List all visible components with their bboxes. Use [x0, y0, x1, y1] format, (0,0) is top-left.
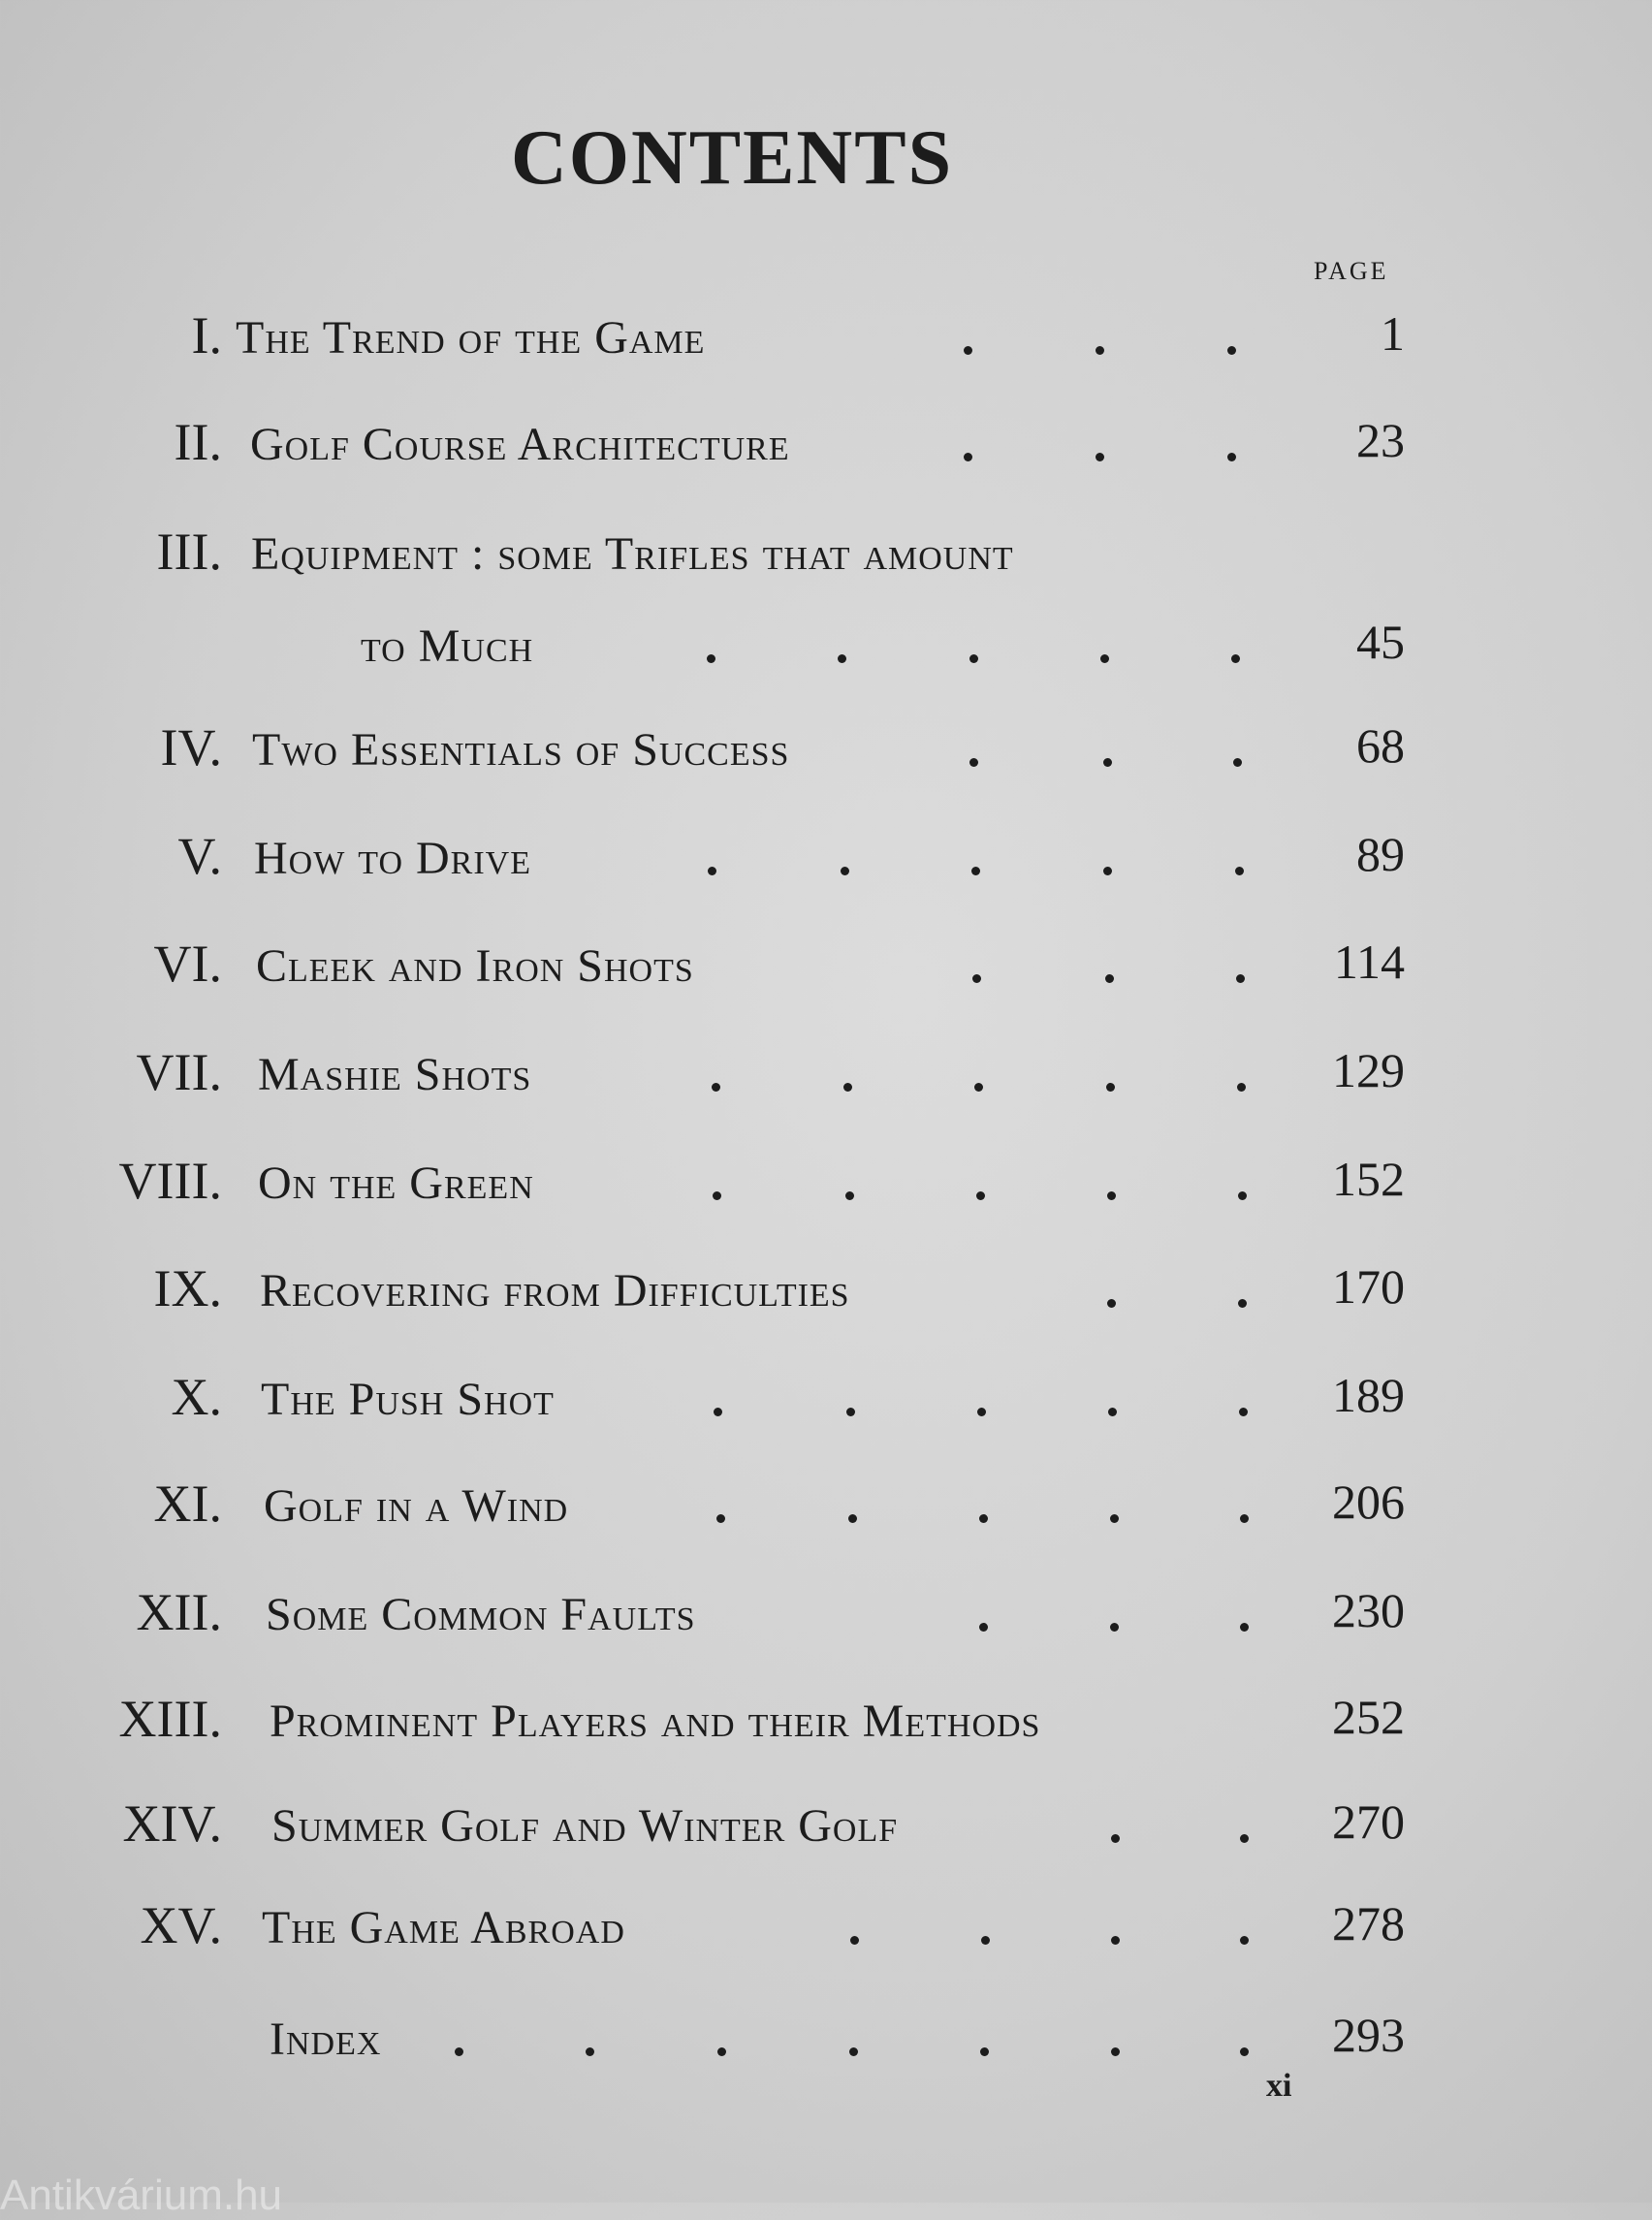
page-number: 68 [1356, 718, 1405, 773]
leader-dot [1240, 1623, 1249, 1632]
leader-dot [1240, 1936, 1249, 1945]
leader-dot [841, 867, 849, 875]
chapter-number: X. [171, 1368, 222, 1426]
chapter-number: IV. [160, 718, 222, 777]
leader-dot [713, 1191, 721, 1200]
watermark: Antikvárium.hu [0, 2172, 283, 2219]
leader-dot [845, 1191, 854, 1200]
leader-dot [1240, 1514, 1249, 1523]
index-title: Index [270, 2014, 382, 2065]
chapter-number: XII. [136, 1583, 222, 1641]
leader-dot [850, 1936, 859, 1945]
page-number: 23 [1356, 413, 1405, 467]
leader-dot [843, 1083, 852, 1092]
leader-dot [1231, 654, 1240, 663]
leader-dot [586, 2047, 594, 2056]
leader-dot [1111, 1936, 1120, 1945]
page-number: 206 [1332, 1475, 1405, 1529]
leader-dot [714, 1408, 722, 1416]
leader-dot [1236, 974, 1245, 983]
leader-dot [1103, 867, 1112, 875]
toc-entry [0, 1582, 1652, 1660]
toc-entry [0, 717, 1652, 795]
chapter-title: Two Essentials of Success [252, 724, 790, 776]
chapter-number: IX. [153, 1259, 222, 1317]
leader-dot [1240, 2047, 1249, 2056]
leader-dot [1110, 1623, 1119, 1632]
leader-dot [838, 654, 846, 663]
leader-dot [1103, 758, 1112, 767]
leader-dot [712, 1083, 720, 1092]
leader-dot [981, 1936, 990, 1945]
leader-dot [1111, 2047, 1120, 2056]
chapter-title: Golf Course Architecture [250, 419, 790, 470]
leader-dot [971, 867, 980, 875]
leader-dot [976, 1191, 985, 1200]
leader-dot [969, 654, 978, 663]
toc-entry [0, 412, 1652, 490]
toc-entry [0, 1793, 1652, 1871]
leader-dot [1238, 1299, 1247, 1308]
leader-dot [708, 867, 716, 875]
toc-entry [0, 934, 1652, 1011]
leader-dot [455, 2047, 463, 2056]
leader-dot [717, 2047, 726, 2056]
leader-dot [848, 1514, 857, 1523]
chapter-number: XV. [140, 1896, 222, 1954]
page-number: 1 [1381, 306, 1405, 361]
chapter-number: VI. [153, 935, 222, 993]
leader-dot [1240, 1834, 1249, 1843]
leader-dot [964, 453, 972, 461]
page-number: 89 [1356, 827, 1405, 881]
page-number: 278 [1332, 1896, 1405, 1950]
chapter-number: III. [156, 523, 222, 581]
chapter-number: XIV. [122, 1794, 222, 1853]
leader-dot [1108, 1408, 1117, 1416]
leader-dot [1096, 346, 1104, 355]
leader-dot [707, 654, 715, 663]
folio-page-number: xi [1266, 2068, 1292, 2104]
page-number: 170 [1332, 1259, 1405, 1314]
page-number: 189 [1332, 1368, 1405, 1422]
leader-dot [1235, 867, 1244, 875]
chapter-number: XIII. [118, 1690, 222, 1748]
chapter-title: Golf in a Wind [264, 1480, 569, 1532]
chapter-title-continuation: to Much [361, 620, 534, 672]
toc-entry [0, 1258, 1652, 1336]
leader-dot [1237, 1083, 1246, 1092]
leader-dot [977, 1408, 986, 1416]
chapter-title: Mashie Shots [258, 1049, 532, 1100]
leader-dot [849, 2047, 858, 2056]
toc-entry [0, 1042, 1652, 1120]
chapter-number: XI. [153, 1475, 222, 1533]
chapter-title: Recovering from Difficulties [260, 1265, 850, 1316]
chapter-title: The Push Shot [261, 1374, 555, 1425]
chapter-title: Prominent Players and their Methods [270, 1696, 1041, 1747]
leader-dot [1233, 758, 1242, 767]
leader-dot [980, 2047, 989, 2056]
page-number: 152 [1332, 1152, 1405, 1206]
leader-dot [1239, 1408, 1248, 1416]
chapter-title: On the Green [258, 1158, 534, 1209]
page-number: 293 [1332, 2008, 1405, 2062]
chapter-number: II. [174, 413, 222, 471]
chapter-title: Equipment : some Trifles that amount [251, 528, 1014, 580]
page-number: 114 [1333, 935, 1405, 989]
page-number: 45 [1356, 615, 1405, 669]
toc-entry [0, 1895, 1652, 1973]
leader-dot [974, 1083, 983, 1092]
leader-dot [1105, 974, 1114, 983]
leader-dot [1111, 1834, 1120, 1843]
chapter-number: VII. [136, 1043, 222, 1101]
leader-dot [1227, 346, 1236, 355]
leader-dot [716, 1514, 725, 1523]
toc-entry [0, 305, 1652, 383]
page-title: CONTENTS [510, 115, 954, 201]
chapter-title: The Game Abroad [262, 1902, 625, 1953]
leader-dot [1100, 654, 1109, 663]
leader-dot [1107, 1299, 1116, 1308]
leader-dot [1238, 1191, 1247, 1200]
chapter-number: I. [191, 306, 222, 365]
leader-dot [964, 346, 972, 355]
toc-entry [0, 2007, 1652, 2084]
toc-entry-continuation [0, 614, 1652, 691]
toc-entry [0, 522, 1652, 599]
leader-dot [969, 758, 978, 767]
page-number: 129 [1332, 1043, 1405, 1097]
leader-dot [979, 1514, 988, 1523]
chapter-title: The Trend of the Game [236, 312, 706, 364]
leader-dot [1110, 1514, 1119, 1523]
leader-dot [846, 1408, 855, 1416]
chapter-title: Summer Golf and Winter Golf [271, 1800, 899, 1852]
page-number: 230 [1332, 1583, 1405, 1637]
toc-entry [0, 826, 1652, 904]
chapter-title: Cleek and Iron Shots [256, 940, 694, 992]
leader-dot [972, 974, 981, 983]
toc-entry [0, 1474, 1652, 1551]
leader-dot [979, 1623, 988, 1632]
page-column-label: PAGE [1314, 257, 1389, 285]
toc-entry [0, 1151, 1652, 1228]
leader-dot [1106, 1083, 1115, 1092]
leader-dot [1107, 1191, 1116, 1200]
chapter-number: VIII. [118, 1152, 222, 1210]
page-number: 270 [1332, 1794, 1405, 1849]
chapter-title: Some Common Faults [266, 1589, 696, 1640]
leader-dot [1227, 453, 1236, 461]
toc-entry [0, 1689, 1652, 1766]
chapter-title: How to Drive [254, 833, 532, 884]
chapter-number: V. [177, 827, 222, 885]
page-number: 252 [1332, 1690, 1405, 1744]
leader-dot [1096, 453, 1104, 461]
toc-entry [0, 1367, 1652, 1444]
